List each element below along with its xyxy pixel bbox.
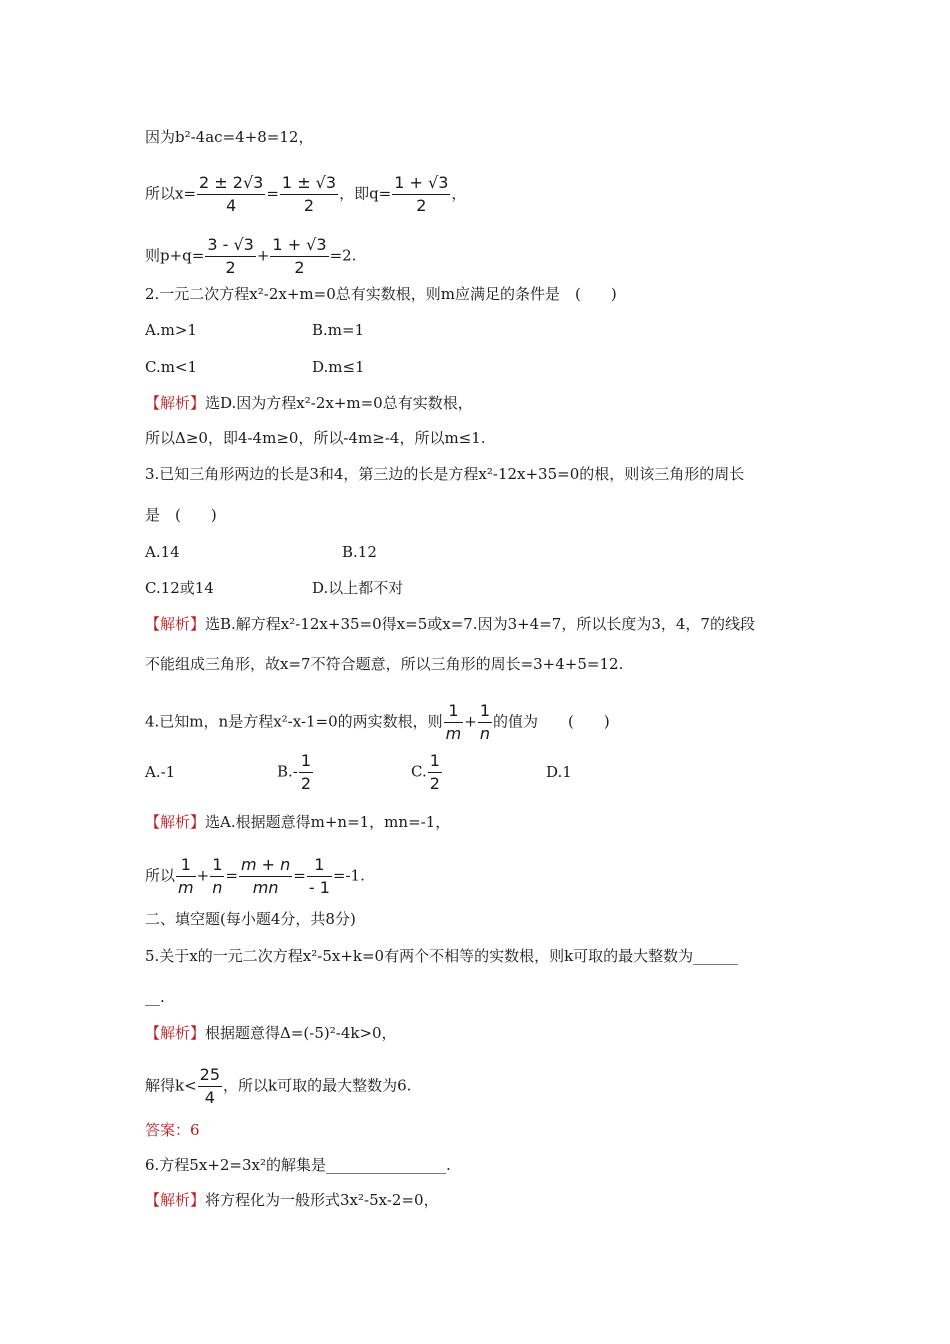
fraction: [210, 854, 224, 899]
fraction: [299, 750, 313, 795]
fraction: [198, 1064, 222, 1109]
text: 则p+q=: [145, 246, 205, 265]
analysis-line: [145, 812, 450, 832]
fraction: [444, 700, 464, 745]
text: 根据题意得Δ=(-5)²-4k>0，: [205, 1024, 397, 1042]
denominator: m: [445, 724, 462, 743]
question-3-stem: 3.已知三角形两边的长是3和4，第三边的长是方程x²-12x+35=0的根，则该三角形的周长: [145, 465, 745, 483]
question-5-stem: __.: [145, 988, 165, 1006]
denominator: 2: [205, 256, 256, 279]
text: =: [293, 866, 306, 885]
denominator: - 1: [308, 878, 330, 897]
analysis-line: [145, 854, 365, 899]
fraction: [239, 854, 292, 899]
denominator: 2: [392, 194, 450, 217]
denominator: 2: [280, 194, 338, 217]
option-a: A.-1: [145, 763, 176, 781]
option-c: C.12或14: [145, 579, 214, 597]
text: +: [464, 712, 477, 731]
analysis-line: [145, 1064, 411, 1109]
text: 解得k<: [145, 1076, 197, 1095]
text: 4.已知m，n是方程x²-x-1=0的两实数根，则: [145, 712, 443, 731]
text: 选B.解方程x²-12x+35=0得x=5或x=7.因为3+4=7，所以长度为3，4，7的线段: [205, 615, 755, 633]
denominator: 2: [270, 256, 328, 279]
option-c: [411, 750, 443, 795]
text: =: [225, 866, 238, 885]
fraction: [205, 234, 256, 279]
option-a: A.14: [145, 543, 180, 561]
analysis-line: 所以Δ≥0，即4-4m≥0，所以-4m≥-4，所以m≤1.: [145, 429, 486, 447]
analysis-line: [145, 393, 473, 413]
fraction: [307, 854, 332, 899]
fraction: [197, 172, 265, 217]
text: 选A.根据题意得m+n=1，mn=-1，: [205, 813, 451, 831]
denominator: m: [178, 878, 194, 897]
analysis-line: [145, 614, 755, 634]
fraction: [176, 854, 196, 899]
solution-line: 所以x= $\frac{2 \pm 2√3}{4}$ = $\frac{1 \pm √3}{2}$ ，即q= $\frac{1 + √3}{2}$ ，: [145, 173, 467, 215]
option-d: D.以上都不对: [312, 579, 404, 597]
text: ，所以k可取的最大整数为6.: [223, 1076, 412, 1095]
question-3-stem: 是 ( ): [145, 506, 217, 524]
numerator: 1: [180, 855, 191, 874]
analysis-tag: 【解析】: [145, 813, 206, 831]
text: 将方程化为一般形式3x²-5x-2=0，: [205, 1191, 439, 1209]
option-d: D.m≤1: [312, 358, 365, 376]
text: C.: [411, 762, 427, 781]
fraction: [392, 172, 450, 217]
question-6-stem: 6.方程5x+2=3x²的解集是________________.: [145, 1156, 451, 1174]
denominator: n: [210, 876, 224, 899]
option-c: C.m<1: [145, 358, 198, 376]
text: ，即q=: [339, 184, 392, 203]
numerator: 1 + √3: [394, 173, 449, 192]
analysis-tag: 【解析】: [145, 1191, 206, 1209]
denominator: 2: [300, 774, 312, 793]
fraction: [428, 750, 442, 795]
text: +: [196, 866, 210, 885]
text: 的值为 ( ): [493, 712, 610, 731]
text: =-1.: [332, 866, 365, 885]
question-5-stem: 5.关于x的一元二次方程x²-5x+k=0有两个不相等的实数根，则k可取的最大整数为______: [145, 947, 739, 965]
analysis-tag: 【解析】: [145, 615, 206, 633]
numerator: 1: [448, 701, 459, 720]
numerator: m + n: [240, 855, 291, 874]
solution-line: 则p+q= $\frac{3 - √3}{2}$ + $\frac{1 + √3}{2}$ =2.: [145, 235, 357, 277]
question-2-stem: 2.一元二次方程x²-2x+m=0总有实数根，则m应满足的条件是 ( ): [145, 285, 617, 303]
denominator: n: [478, 722, 492, 745]
fraction: [270, 234, 328, 279]
denominator: mn: [239, 876, 292, 899]
analysis-line: 不能组成三角形，故x=7不符合题意，所以三角形的周长=3+4+5=12.: [145, 655, 624, 673]
text: 所以: [145, 866, 176, 885]
text: 选D.因为方程x²-2x+m=0总有实数根，: [205, 394, 473, 412]
analysis-tag: 【解析】: [145, 394, 206, 412]
numerator: 1: [479, 701, 491, 720]
analysis-line: [145, 1023, 397, 1043]
question-4-stem: [145, 700, 610, 745]
text: B.-: [277, 762, 298, 781]
text: ，: [451, 184, 467, 203]
fraction: [478, 700, 492, 745]
numerator: 1: [300, 751, 312, 770]
numerator: 3 - √3: [207, 235, 254, 254]
denominator: 4: [197, 194, 265, 217]
denominator: 2: [429, 774, 440, 793]
option-d: D.1: [546, 763, 572, 781]
option-a: A.m>1: [145, 321, 197, 339]
numerator: 2 ± 2√3: [199, 173, 264, 192]
numerator: 1 + √3: [272, 235, 327, 254]
analysis-tag: 【解析】: [145, 1024, 206, 1042]
option-b: B.m=1: [312, 321, 365, 339]
fraction: [280, 172, 338, 217]
solution-line: 因为b²-4ac=4+8=12，: [145, 128, 314, 146]
numerator: 1: [314, 855, 325, 874]
answer-line: 答案：6: [145, 1121, 200, 1139]
numerator: 1 ± √3: [281, 173, 337, 192]
denominator: 4: [198, 1086, 222, 1109]
analysis-line: [145, 1190, 439, 1210]
text: =2.: [329, 246, 357, 265]
option-b: B.12: [342, 543, 377, 561]
section-title: 二、填空题(每小题4分，共8分): [145, 910, 356, 928]
numerator: 1: [429, 751, 440, 770]
option-b: [277, 750, 314, 795]
numerator: 1: [212, 855, 223, 874]
text: 所以x=: [145, 184, 197, 203]
numerator: 25: [199, 1065, 221, 1084]
